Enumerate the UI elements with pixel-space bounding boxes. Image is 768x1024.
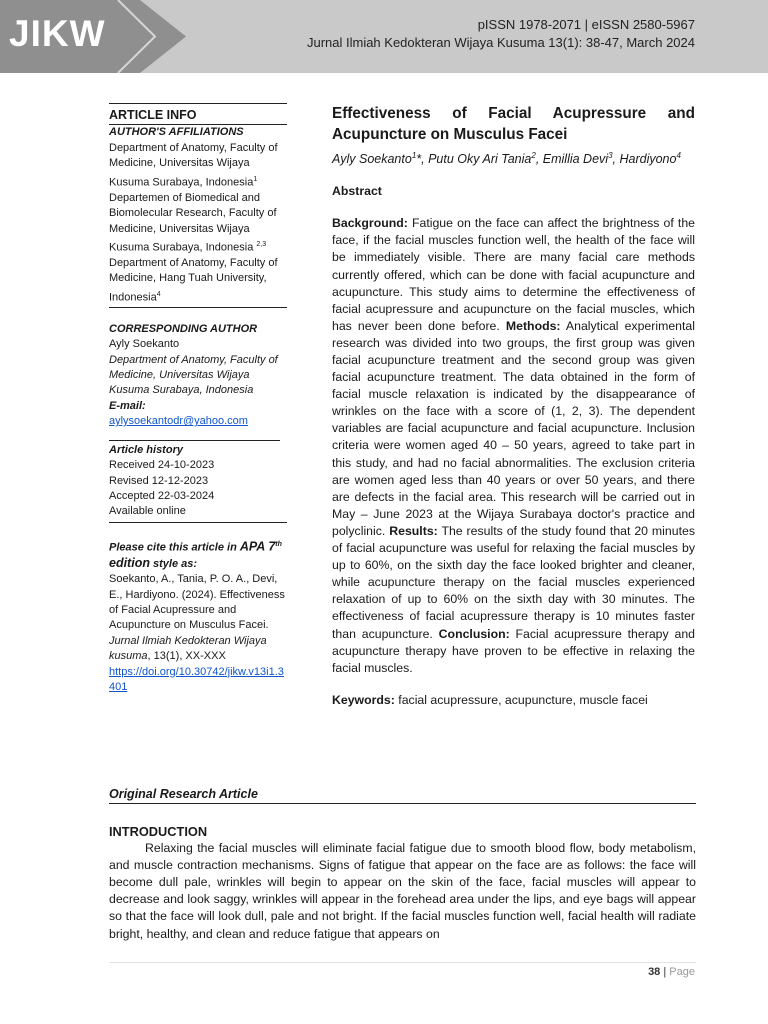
journal-citation-line: Jurnal Ilmiah Kedokteran Wijaya Kusuma 13(1): 38-47, March 2024 [306, 35, 695, 50]
introduction-section [109, 823, 696, 943]
article-history-heading: Article history [109, 443, 183, 456]
abstract-heading: Abstract [332, 184, 382, 199]
doi-link[interactable]: https://doi.org/10.30742/jikw.v13i1.3401 [109, 665, 284, 694]
introduction-paragraph: Relaxing the facial muscles will eliminate facial fatigue due to smooth blood flow, body metabolism, and muscle contraction mechanisms. Signs of fatigue that appear on the face are as follows: the face will become dull pale, wrinkles will begin to appear on the skin of the face, facial muscles will appear to decrease and look saggy, wrinkles will appear in the forehead area under the lips, and eye bags will appear so that the face will look dull, pale and not bright. If the facial muscles function well, facial health will radiate bright, healthy, and clean and reduce fatigue that appears on [109, 841, 696, 941]
affiliation-3: Department of Anatomy, Faculty of Medicine, Hang Tuah University, Indonesia$^4$ [109, 256, 278, 304]
corresponding-author-address: Department of Anatomy, Faculty of Medicine, Universitas Wijaya Kusuma Surabaya, Indonesia [109, 353, 278, 397]
divider [109, 440, 280, 441]
abstract-text: Background: Fatigue on the face can affect the brightness of the face, if the facial muscles function well, the health of the face will be immediately visible. There are many facial care methods currently offered, which can be done with facial acupuncture and acupuncture. This study aims to determine the effectiveness of facial acupressure and acupuncture on the facial muscles, which has never been done before. Methods: Analytical experimental research was divided into two groups, the first group was given facial acupuncture treatment and the second group was given facial acupuncture treatment. The data obtained in the form of facial muscle relaxation is indicated by the disappearance of wrinkles on the face with a score of (1, 2, 3). The dependent variables are facial acupuncture and facial acupuncture. Inclusion criteria were women aged 40 – 50 years, agreed to take part in this study, and had no facial abnormalities. The exclusion criteria are women aged less than 40 years or over 50 years, and there are defects in the facial area. This research will be carried out in May – June 2023 at the Wijaya Surabaya doctor's practice and polyclinic. Results: The results of the study found that 20 minutes of facial acupuncture was useful for relaxing the facial muscles by up to 60%, on the sixth day the face looked brighter and cleaner, while acupuncture therapy on the facial muscles experienced relaxation of up to 60% on the sixth day with 30 minutes. The effectiveness of facial acupressure therapy is 10 minutes faster than acupuncture. Conclusion: Facial acupressure therapy and acupuncture therapy have proven to be effective in relaxing the facial muscles. [332, 216, 695, 675]
cite-heading: Please cite this article in APA 7th edition style as: [109, 539, 282, 570]
email-heading: E-mail: [109, 399, 146, 412]
affiliation-1: Department of Anatomy, Faculty of Medicine, Universitas Wijaya Kusuma Surabaya, Indonesia$^1$ [109, 141, 278, 189]
logo-text: JIKW [9, 13, 106, 54]
page-label: Page [669, 966, 695, 978]
affiliations-heading: AUTHOR'S AFFILIATIONS [109, 126, 244, 139]
received-date: Received 24-10-2023 [109, 459, 215, 472]
footer-separator: | [663, 966, 667, 978]
accepted-date: Accepted 22-03-2024 [109, 489, 215, 502]
author-list: Ayly Soekanto$^1$*, Putu Oky Ari Tania$^2$, Emillia Devi$^3$, Hardiyono$^4$ [332, 151, 681, 167]
keywords: Keywords: facial acupressure, acupuncture, muscle facei [332, 692, 648, 707]
corresponding-author-name: Ayly Soekanto [109, 338, 180, 351]
article-type-label: Original Research Article [109, 787, 696, 804]
article-info-column [109, 103, 287, 695]
corresponding-author-heading: CORRESPONDING AUTHOR [109, 322, 258, 335]
article-info-heading: ARTICLE INFO [109, 108, 197, 122]
citation-text: Soekanto, A., Tania, P. O. A., Devi, E., Hardiyono. (2024). Effectiveness of Facial Acupressure and Acupuncture on Musculus Facei. Jurnal Ilmiah Kedokteran Wijaya kusuma, 13(1), XX-XXX [109, 573, 285, 663]
affiliation-2: Departemen of Biomedical and Biomolecular Research, Faculty of Medicine, Universitas Wijaya Kusuma Surabaya, Indonesia $^{2,3}$ [109, 191, 277, 254]
revised-date: Revised 12-12-2023 [109, 474, 209, 487]
page-footer [648, 966, 695, 978]
article-title: Effectiveness of Facial Acupressure and Acupuncture on Musculus Facei [332, 105, 695, 143]
page-number: 38 [648, 966, 661, 978]
corresponding-email-link[interactable]: aylysoekantodr@yahoo.com [109, 415, 248, 428]
footer-divider [109, 962, 696, 963]
introduction-heading: INTRODUCTION [109, 824, 208, 839]
issn-line: pISSN 1978-2071 | eISSN 2580-5967 [477, 17, 695, 32]
available-online: Available online [109, 505, 186, 518]
abstract-column [332, 103, 695, 709]
journal-header [0, 0, 768, 73]
